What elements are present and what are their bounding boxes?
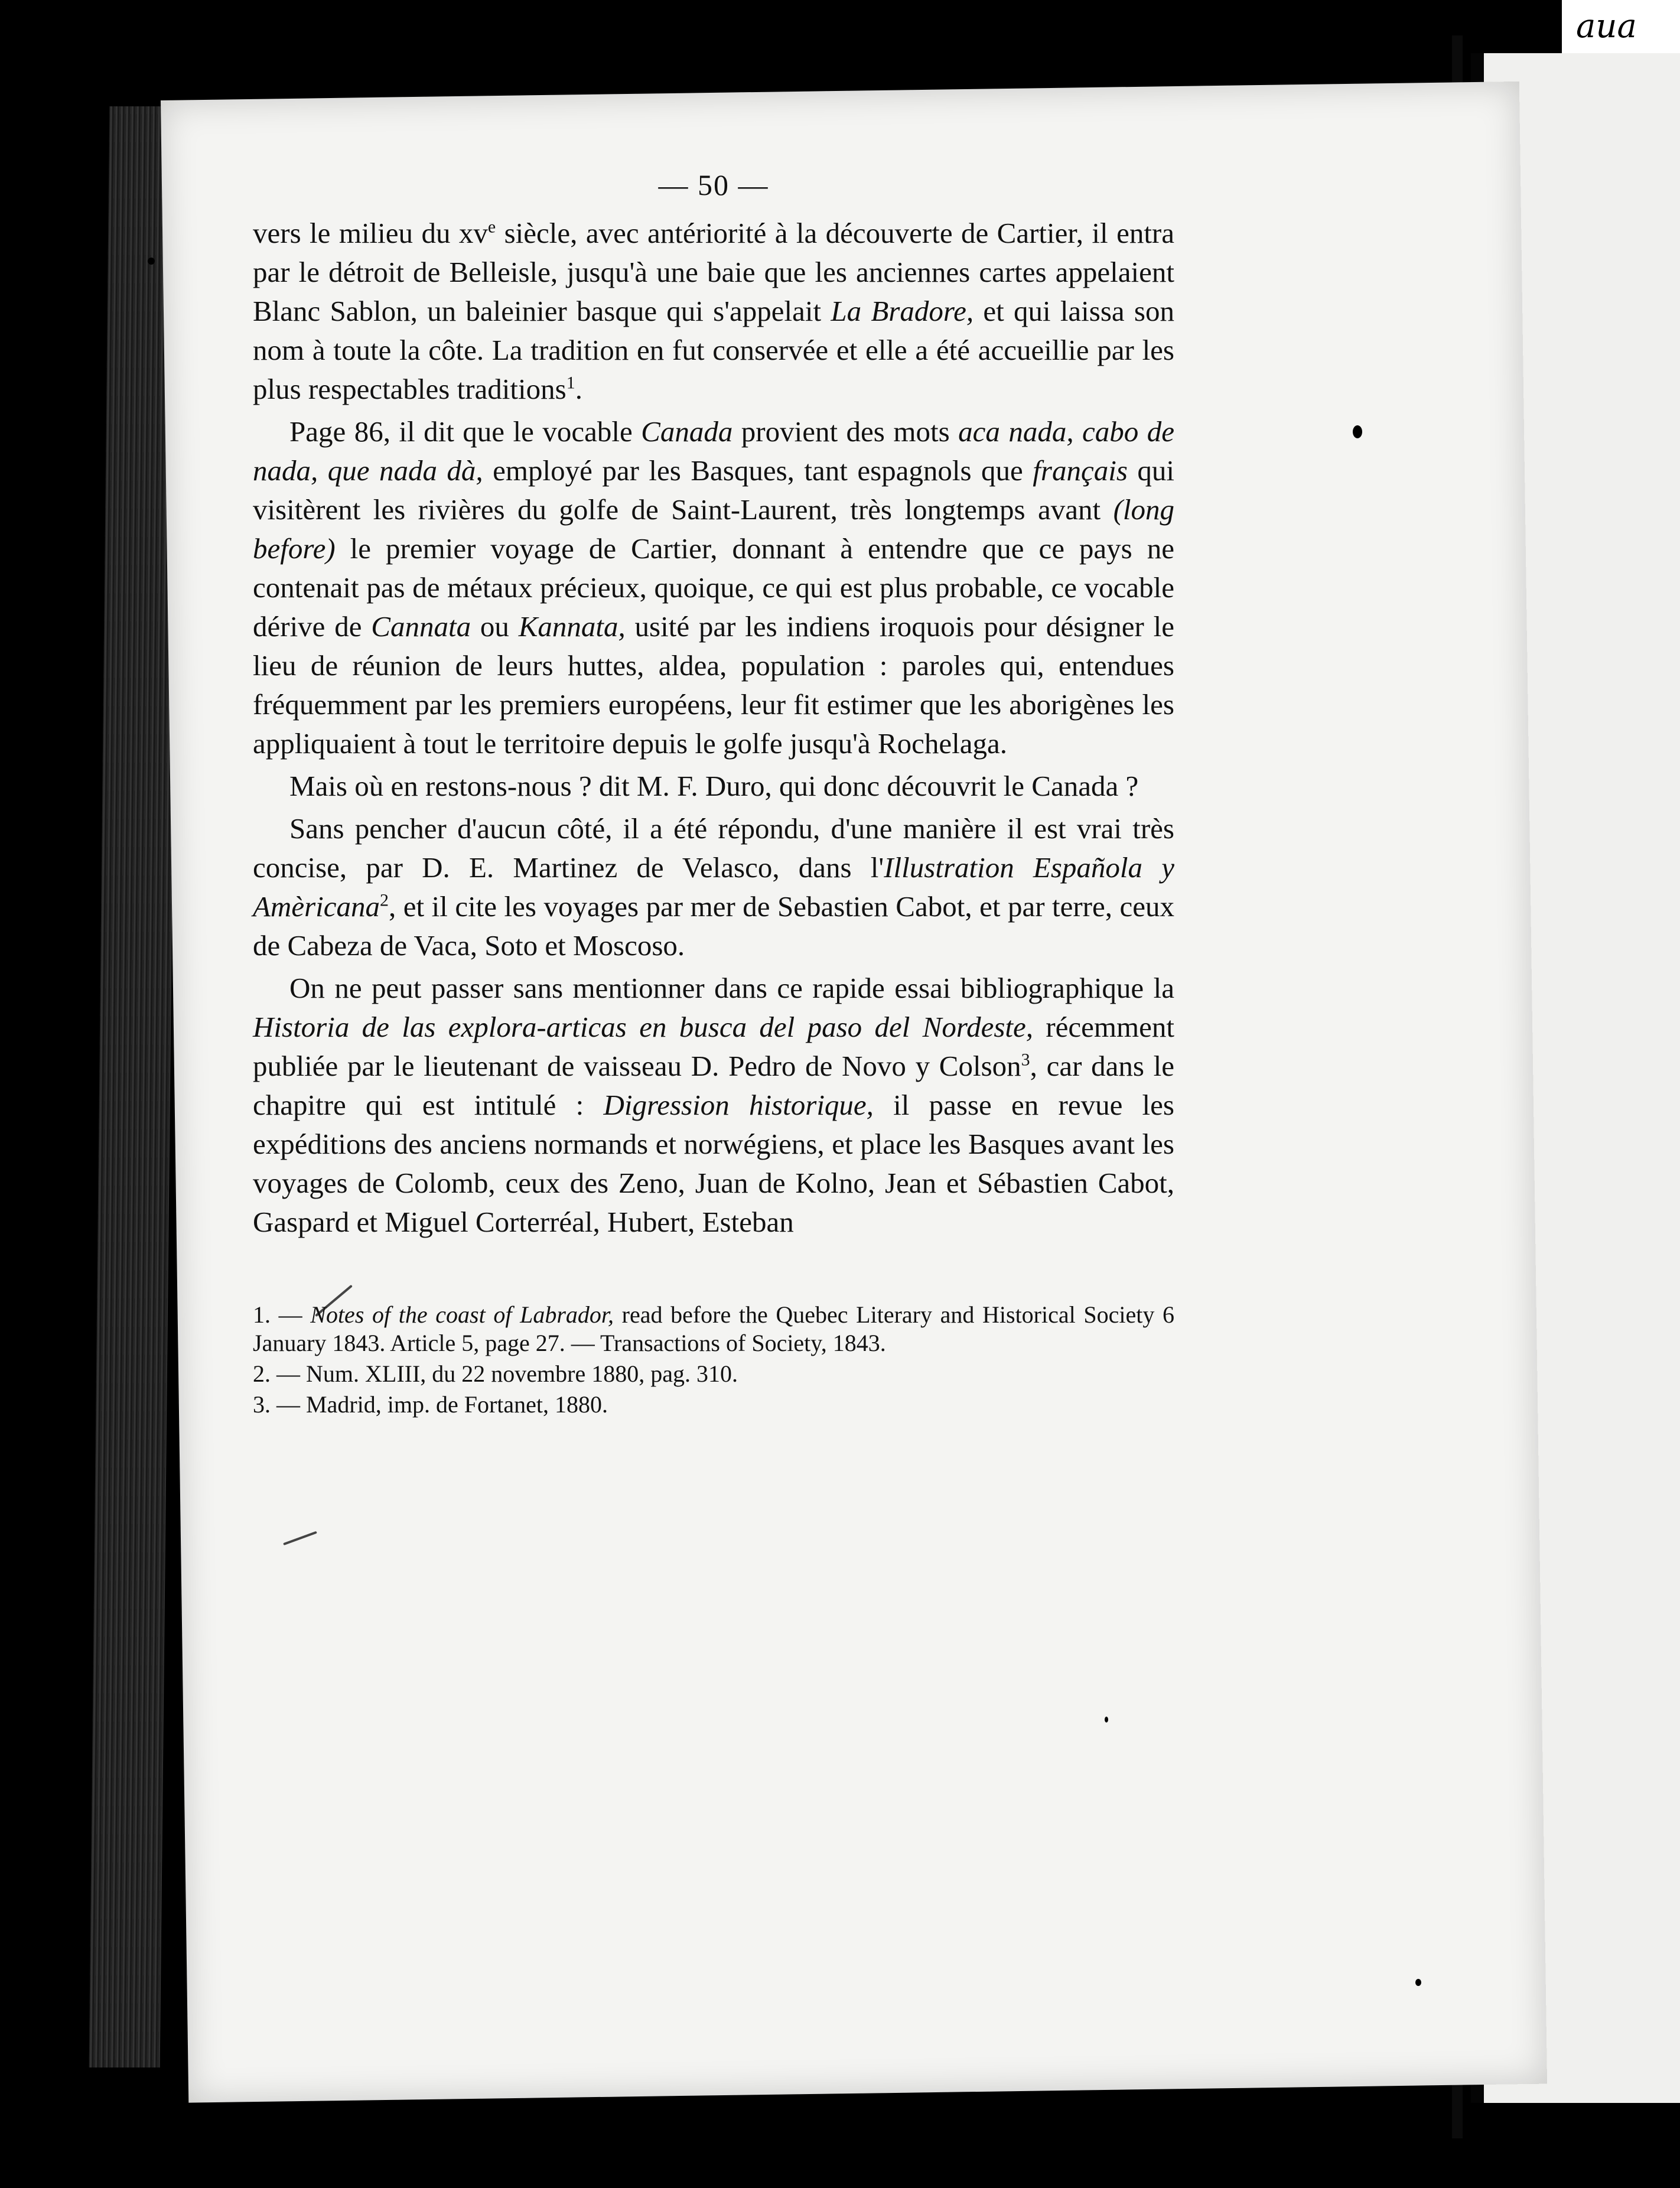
text-run: il passe en revue les expéditions des anciens normands et norwégiens, et place les Basques avant les voyages de Colomb, ceux des Zeno, Juan de Kolno, Jean et Sébastien Cabot, Gaspard et Miguel Corterréal, Hubert, Esteban (253, 1089, 1174, 1238)
scan-speck (1415, 1979, 1421, 1986)
text-run: siècle, avec antériorité à la découverte de Cartier, il entra par le détroit de Belleisle, jusqu'à une baie que les anciennes cartes appelaient Blanc Sablon, un baleinier basque qui s'appelait (253, 217, 1174, 327)
text-run: Sans pencher d'aucun côté, il a été répondu, d'une manière il est vrai très concise, par D. E. Martinez de Velasco, dans l' (253, 812, 1174, 884)
footnote-ref-1: 1 (566, 373, 575, 393)
text-run: . (575, 373, 582, 405)
page-number: — 50 — (658, 168, 769, 201)
italic-run: français (1033, 454, 1128, 487)
italic-run: (long before) (253, 493, 1174, 565)
paragraph-1 (253, 214, 1174, 409)
text-run: récemment publiée par le lieutenant de vaisseau D. Pedro de Novo y Colson (253, 1011, 1174, 1082)
footnote-2: 2. — Num. XLIII, du 22 novembre 1880, pag. 310. (253, 1360, 738, 1387)
text-run: , car dans le chapitre qui est intitulé : (253, 1050, 1174, 1121)
italic-run: Illustration Española y Amèricana (253, 851, 1174, 923)
scan-speck (148, 258, 155, 265)
footnotes (253, 1301, 1174, 1419)
text-run: employé par les Basques, tant espagnols que (483, 454, 1033, 487)
italic-run: Notes of the coast of Labrador, (310, 1301, 614, 1328)
text-run: provient des mots (732, 415, 959, 448)
scan-speck (1353, 425, 1362, 438)
italic-run: Historia de las explora-articas en busca del paso del Nordeste, (253, 1011, 1034, 1043)
paragraph-4 (253, 809, 1174, 965)
text-run: read before the Quebec Literary and Historical Society 6 January 1843. Article 5, page 27. — Transactions of Society, 1843. (253, 1301, 1174, 1356)
footnote-1 (253, 1301, 1174, 1357)
text-run: ou (471, 610, 519, 643)
italic-run: Cannata (371, 610, 471, 643)
text-run: On ne peut passer sans mentionner dans ce rapide essai bibliographique la (289, 972, 1174, 1004)
italic-run: Digression historique, (603, 1089, 874, 1121)
text-run: et qui laissa son nom à toute la côte. La tradition en fut conservée et elle a été accueillie par les plus respectables traditions (253, 295, 1174, 405)
text-run: , et il cite les voyages par mer de Sebastien Cabot, et par terre, ceux de Cabeza de Vaca, Soto et Moscoso. (253, 890, 1174, 962)
footnote-3: 3. — Madrid, imp. de Fortanet, 1880. (253, 1391, 608, 1418)
text-run: qui visitèrent les rivières du golfe de Saint-Laurent, très longtemps avant (253, 454, 1174, 526)
paragraph-5 (253, 969, 1174, 1242)
scan-speck (1105, 1717, 1108, 1723)
superscript: e (487, 217, 496, 237)
italic-run: aca nada, cabo de nada, que nada dà, (253, 415, 1174, 487)
page-content (253, 168, 1174, 1421)
paragraph-3: Mais où en restons-nous ? dit M. F. Duro, qui donc découvrit le Canada ? (289, 770, 1139, 802)
corner-handwritten-tag: aua (1562, 0, 1680, 53)
text-run: vers le milieu du xv (253, 217, 488, 249)
body-text (253, 214, 1174, 1242)
text-run: Page 86, il dit que le vocable (289, 415, 642, 448)
text-run: le premier voyage de Cartier, donnant à entendre que ce pays ne contenait pas de métaux précieux, quoique, ce qui est plus probable, ce vocable dérive de (253, 532, 1174, 643)
footnote-ref-2: 2 (380, 890, 389, 910)
footnote-ref-3: 3 (1021, 1050, 1030, 1070)
italic-run: Kannata, (518, 610, 626, 643)
text-run: usité par les indiens iroquois pour désigner le lieu de réunion de leurs huttes, aldea, population : paroles qui, entendues fréquemment par les premiers européens, leur fit estimer que les aborigènes les appliquaient à tout le territoire depuis le golfe jusqu'à Rochelaga. (253, 610, 1174, 760)
italic-run: La Bradore, (831, 295, 974, 327)
italic-run: Canada (641, 415, 733, 448)
paragraph-2 (253, 412, 1174, 763)
footnote-number: 1. — (253, 1301, 311, 1328)
